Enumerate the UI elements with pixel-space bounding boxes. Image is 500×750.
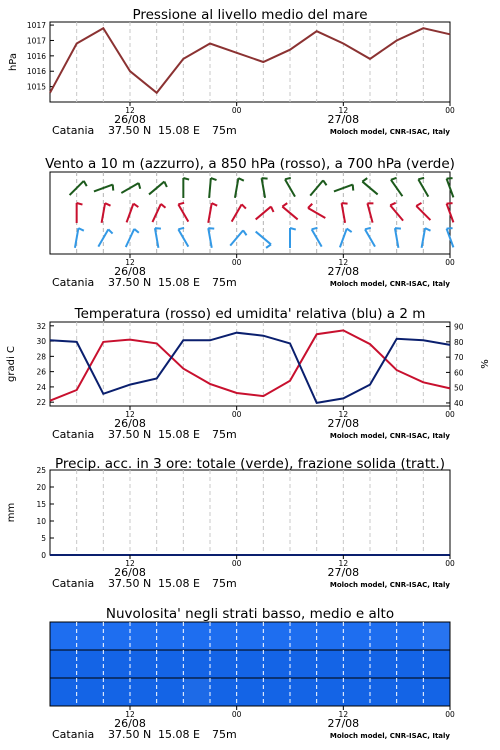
wind-barb-10m: [126, 229, 139, 247]
x-date-label: 26/08: [114, 566, 146, 579]
barb-shaft: [152, 204, 160, 222]
panel-title: Precip. acc. in 3 ore: totale (verde), frazione solida (tratt.): [55, 456, 445, 472]
lon-label: 15.08 E: [158, 428, 200, 441]
x-tick-label: 00: [445, 410, 455, 419]
barb-feather: [447, 203, 453, 204]
x-tick-label: 00: [231, 258, 242, 267]
cloud-cell: [370, 622, 397, 651]
cloud-cell: [370, 678, 397, 707]
wind-barb-850hPa: [208, 203, 217, 223]
y-tick-label: 1016: [26, 51, 46, 61]
cloud-cell: [210, 678, 237, 707]
cloud-cell: [317, 622, 344, 651]
cloud-cell: [290, 650, 317, 679]
x-date-label: 26/08: [114, 417, 146, 430]
cloud-cell: [103, 678, 130, 707]
x-date-label: 27/08: [327, 265, 360, 278]
x-tick-label: 12: [338, 258, 349, 267]
cloud-cell: [317, 678, 344, 707]
lon-label: 15.08 E: [158, 124, 200, 137]
lon-label: 15.08 E: [158, 577, 200, 590]
barb-feather: [78, 228, 83, 231]
x-tick-label: 00: [445, 258, 455, 267]
barb-feather: [416, 203, 421, 206]
y-axis-label: gradi C: [6, 346, 17, 382]
barb-feather: [164, 182, 167, 187]
temperature-line: [50, 330, 450, 400]
wind-barb-850hPa: [342, 203, 348, 223]
x-tick-label: 12: [125, 559, 135, 568]
cloud-cell: [317, 650, 344, 679]
y-tick-label: 22: [36, 398, 46, 408]
wind-barb-700hPa: [334, 185, 353, 192]
panel-5: [50, 606, 455, 741]
y-axis-label: mm: [6, 502, 17, 523]
y-tick-label: 5: [41, 534, 46, 543]
cloud-cell: [210, 622, 237, 651]
barb-feather: [178, 203, 184, 205]
wind-barb-850hPa: [232, 204, 246, 221]
lat-label: 37.50 N: [108, 428, 152, 441]
x-date-label: 26/08: [114, 113, 146, 126]
x-tick-label: 12: [338, 106, 349, 115]
barb-feather: [447, 178, 453, 179]
cloud-cell: [50, 650, 77, 679]
x-tick-label: 12: [125, 106, 135, 115]
x-tick-label: 00: [445, 559, 455, 568]
barb-feather: [105, 203, 110, 206]
cloud-cell: [157, 678, 184, 707]
x-date-label: 27/08: [327, 717, 360, 730]
cloud-cell: [343, 622, 370, 651]
barb-shaft: [178, 204, 188, 221]
panel-title: Nuvolosita' negli strati basso, medio e alto: [105, 606, 395, 622]
x-date-label: 27/08: [327, 113, 360, 126]
barb-feather: [342, 203, 348, 204]
y-tick-label-right: 90: [454, 322, 464, 332]
wind-barb-700hPa: [310, 180, 326, 195]
x-tick-label: 00: [445, 710, 455, 719]
location-label: Catania: [52, 728, 95, 741]
cloud-cell: [290, 622, 317, 651]
cloud-cell: [290, 678, 317, 707]
y-tick-label: 26: [36, 367, 46, 377]
barb-feather: [362, 178, 367, 181]
y-tick-label: 24: [36, 382, 46, 392]
x-date-label: 27/08: [327, 566, 360, 579]
cloud-cell: [397, 678, 424, 707]
elevation-label: 75m: [212, 124, 237, 137]
barb-feather: [238, 178, 243, 181]
elevation-label: 75m: [212, 276, 237, 289]
lat-label: 37.50 N: [108, 728, 152, 741]
barb-feather: [134, 229, 139, 233]
barb-feather: [266, 244, 271, 247]
barb-feather: [308, 204, 312, 208]
wind-barb-850hPa: [127, 204, 139, 223]
cloud-cell: [397, 622, 424, 651]
pressure-line: [50, 28, 450, 93]
y-tick-label-right: 60: [454, 368, 464, 378]
panel-title: Vento a 10 m (azzurro), a 850 hPa (rosso), a 700 hPa (verde): [45, 156, 455, 172]
barb-shaft: [232, 204, 242, 221]
panel-4: [6, 456, 455, 590]
wind-barb-10m: [98, 229, 112, 246]
x-tick-label: 00: [445, 106, 455, 115]
cloud-cell: [157, 650, 184, 679]
y-tick-label: 1015: [26, 82, 46, 92]
cloud-cell: [103, 622, 130, 651]
credit-label: Moloch model, CNR-ISAC, Italy: [329, 732, 450, 740]
cloud-cell: [183, 622, 210, 651]
lat-label: 37.50 N: [108, 276, 152, 289]
x-tick-label: 00: [231, 410, 242, 419]
wind-barb-700hPa: [262, 178, 268, 198]
barb-shaft: [334, 185, 353, 192]
wind-barb-850hPa: [152, 204, 165, 222]
y-tick-label: 25: [36, 466, 46, 475]
barb-feather: [425, 228, 430, 231]
panel-2: [45, 156, 455, 289]
x-tick-label: 12: [338, 710, 349, 719]
location-label: Catania: [52, 428, 95, 441]
cloud-cell: [50, 622, 77, 651]
cloud-cell: [263, 650, 290, 679]
barb-feather: [395, 228, 401, 229]
barb-feather: [282, 203, 287, 206]
location-label: Catania: [52, 577, 95, 590]
panel-title: Pressione al livello medio del mare: [132, 7, 368, 23]
barb-feather: [347, 229, 352, 232]
wind-barb-850hPa: [256, 207, 274, 220]
lon-label: 15.08 E: [158, 276, 200, 289]
wind-barb-10m: [340, 229, 352, 248]
cloud-cell: [130, 650, 157, 679]
x-tick-label: 12: [338, 410, 349, 419]
wind-barb-700hPa: [183, 178, 189, 198]
barb-feather: [133, 204, 138, 207]
credit-label: Moloch model, CNR-ISAC, Italy: [329, 128, 450, 136]
panel-title: Temperatura (rosso) ed umidita' relativa (blu) a 2 m: [74, 306, 426, 322]
barb-feather: [323, 180, 326, 185]
x-tick-label: 12: [338, 559, 349, 568]
y-tick-label: 32: [36, 321, 46, 331]
y-tick-label: 28: [36, 352, 46, 362]
cloud-cell: [263, 622, 290, 651]
barb-feather: [262, 178, 268, 179]
barb-feather: [155, 228, 161, 229]
credit-label: Moloch model, CNR-ISAC, Italy: [329, 280, 450, 288]
cloud-cell: [103, 650, 130, 679]
wind-barb-10m: [208, 228, 214, 248]
lon-label: 15.08 E: [158, 728, 200, 741]
lat-label: 37.50 N: [108, 124, 152, 137]
cloud-cell: [77, 622, 104, 651]
barb-feather: [139, 183, 141, 189]
y-tick-label: 30: [36, 337, 46, 347]
cloud-cell: [423, 650, 450, 679]
cloud-cell: [183, 650, 210, 679]
barb-feather: [84, 181, 87, 186]
wind-barb-10m: [290, 228, 296, 248]
lat-label: 37.50 N: [108, 577, 152, 590]
barb-shaft: [209, 178, 211, 198]
credit-label: Moloch model, CNR-ISAC, Italy: [329, 432, 450, 440]
x-tick-label: 12: [125, 710, 135, 719]
barb-feather: [108, 229, 112, 233]
cloud-cell: [423, 622, 450, 651]
x-tick-label: 00: [231, 559, 242, 568]
y-tick-label: 10: [36, 517, 46, 526]
x-date-label: 26/08: [114, 717, 146, 730]
cloud-cell: [263, 678, 290, 707]
y-tick-label: 15: [36, 500, 46, 509]
y-axis-label-right: %: [480, 359, 491, 369]
wind-barb-10m: [230, 230, 246, 245]
x-date-label: 26/08: [114, 265, 146, 278]
cloud-cell: [210, 650, 237, 679]
x-tick-label: 00: [231, 710, 242, 719]
cloud-cell: [343, 678, 370, 707]
y-tick-label-right: 40: [454, 398, 464, 408]
y-tick-label: 1017: [26, 21, 46, 31]
plot-frame: [50, 470, 450, 555]
wind-barb-850hPa: [102, 203, 111, 223]
cloud-cell: [397, 650, 424, 679]
panel-1: [8, 7, 455, 137]
barb-feather: [390, 203, 395, 206]
y-tick-label: 0: [41, 551, 46, 560]
y-tick-label: 20: [36, 483, 46, 492]
barb-feather: [243, 230, 246, 235]
barb-feather: [271, 207, 274, 212]
barb-shaft: [367, 203, 372, 222]
location-label: Catania: [52, 276, 95, 289]
y-tick-label-right: 50: [454, 383, 464, 393]
barb-feather: [391, 178, 397, 180]
cloud-cell: [343, 650, 370, 679]
barb-shaft: [70, 181, 84, 195]
cloud-cell: [130, 678, 157, 707]
cloud-cell: [183, 678, 210, 707]
wind-barb-700hPa: [94, 185, 113, 192]
wind-barb-700hPa: [149, 182, 167, 195]
y-tick-label: 1017: [26, 36, 46, 46]
wind-barb-10m: [155, 228, 161, 248]
wind-barb-850hPa: [77, 203, 83, 223]
cloud-cell: [50, 678, 77, 707]
x-date-label: 27/08: [327, 417, 360, 430]
cloud-cell: [237, 650, 264, 679]
barb-shaft: [127, 204, 134, 223]
cloud-cell: [77, 650, 104, 679]
x-tick-label: 00: [231, 106, 242, 115]
elevation-label: 75m: [212, 728, 237, 741]
barb-feather: [353, 185, 354, 191]
location-label: Catania: [52, 124, 95, 137]
cloud-cell: [423, 678, 450, 707]
wind-barb-850hPa: [178, 203, 188, 222]
barb-shaft: [121, 183, 138, 193]
barb-shaft: [342, 203, 345, 223]
barb-feather: [161, 204, 166, 208]
x-tick-label: 12: [125, 258, 135, 267]
wind-barb-850hPa: [367, 203, 373, 222]
barb-shaft: [94, 185, 113, 192]
barb-feather: [208, 228, 214, 229]
barb-feather: [447, 228, 453, 229]
y-tick-label-right: 70: [454, 353, 464, 363]
plot-frame: [50, 22, 450, 102]
wind-barb-700hPa: [209, 178, 216, 198]
elevation-label: 75m: [212, 428, 237, 441]
humidity-line: [50, 333, 450, 403]
barb-shaft: [102, 203, 105, 223]
cloud-cell: [237, 678, 264, 707]
cloud-cell: [130, 622, 157, 651]
x-tick-label: 12: [125, 410, 135, 419]
cloud-cell: [77, 678, 104, 707]
cloud-cell: [237, 622, 264, 651]
cloud-cell: [157, 622, 184, 651]
y-tick-label: 1016: [26, 67, 46, 77]
barb-feather: [212, 203, 217, 206]
y-axis-label: hPa: [8, 52, 19, 72]
panel-3: [6, 306, 491, 441]
wind-barb-10m: [395, 228, 401, 248]
barb-feather: [113, 185, 114, 191]
barb-feather: [242, 204, 246, 208]
cloud-cell: [370, 650, 397, 679]
wind-barb-700hPa: [70, 181, 87, 195]
credit-label: Moloch model, CNR-ISAC, Italy: [329, 581, 450, 589]
wind-barb-700hPa: [121, 183, 140, 193]
plot-frame: [50, 172, 450, 254]
barb-shaft: [208, 203, 211, 223]
elevation-label: 75m: [212, 577, 237, 590]
y-tick-label-right: 80: [454, 337, 464, 347]
barb-shaft: [149, 182, 164, 195]
barb-shaft: [362, 182, 377, 195]
